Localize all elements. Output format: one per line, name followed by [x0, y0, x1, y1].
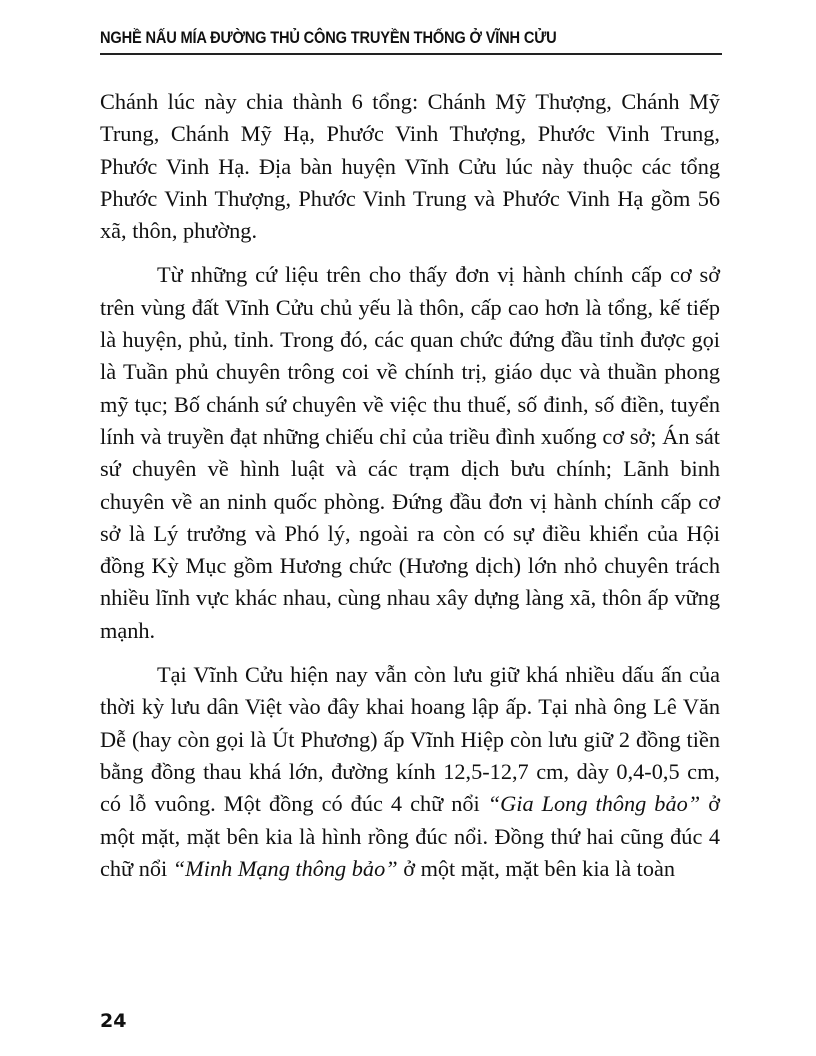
text-segment: ở một mặt, mặt bên kia là toàn: [397, 855, 676, 881]
header-rule: [100, 53, 722, 55]
text-segment: Tại Vĩnh Cửu hiện nay vẫn còn lưu giữ khá nhiều dấu ấn của thời kỳ lưu dân Việt vào đây khai hoang lập ấp. Tại nhà ông Lê Văn Dễ (hay còn gọi là Út Phương) ấp Vĩnh Hiệp còn lưu giữ 2 đồng tiền bằng đồng thau khá lớn, đường kính 12,5-12,7 cm, dày 0,4-0,5 cm, có lỗ vuông. Một đồng có đúc 4 chữ nổi: [100, 662, 720, 817]
paragraph: [100, 659, 720, 885]
italic-quote-minh-mang: “Minh Mạng thông bảo”: [172, 855, 398, 881]
text-segment: ở một mặt, mặt bên kia là hình rồng đúc nổi. Đồng thứ hai cũng đúc 4 chữ nổi: [100, 791, 720, 881]
page-number: 24: [100, 1010, 127, 1032]
italic-quote-gia-long: “Gia Long thông bảo”: [487, 791, 701, 817]
body-text: [100, 86, 720, 897]
running-header: NGHỀ NẤU MÍA ĐƯỜNG THỦ CÔNG TRUYỀN THỐNG Ở VĨNH CỬU: [100, 28, 557, 47]
paragraph: Từ những cứ liệu trên cho thấy đơn vị hành chính cấp cơ sở trên vùng đất Vĩnh Cửu chủ yếu là thôn, cấp cao hơn là tổng, kế tiếp là huyện, phủ, tỉnh. Trong đó, các quan chức đứng đầu tỉnh được gọi là Tuần phủ chuyên trông coi về chính trị, giáo dục và thuần phong mỹ tục; Bố chánh sứ chuyên về việc thu thuế, số đinh, số điền, tuyển lính và truyền đạt những chiếu chỉ của triều đình xuống cơ sở; Án sát sứ chuyên về hình luật và các trạm dịch bưu chính; Lãnh binh chuyên về an ninh quốc phòng. Đứng đầu đơn vị hành chính cấp cơ sở là Lý trưởng và Phó lý, ngoài ra còn có sự điều khiển của Hội đồng Kỳ Mục gồm Hương chức (Hương dịch) lớn nhỏ chuyên trách nhiều lĩnh vực khác nhau, cùng nhau xây dựng làng xã, thôn ấp vững mạnh.: [100, 262, 720, 643]
paragraph: Chánh lúc này chia thành 6 tổng: Chánh Mỹ Thượng, Chánh Mỹ Trung, Chánh Mỹ Hạ, Phước Vinh Thượng, Phước Vinh Trung, Phước Vinh Hạ. Địa bàn huyện Vĩnh Cửu lúc này thuộc các tổng Phước Vinh Thượng, Phước Vinh Trung và Phước Vinh Hạ gồm 56 xã, thôn, phường.: [100, 89, 720, 244]
